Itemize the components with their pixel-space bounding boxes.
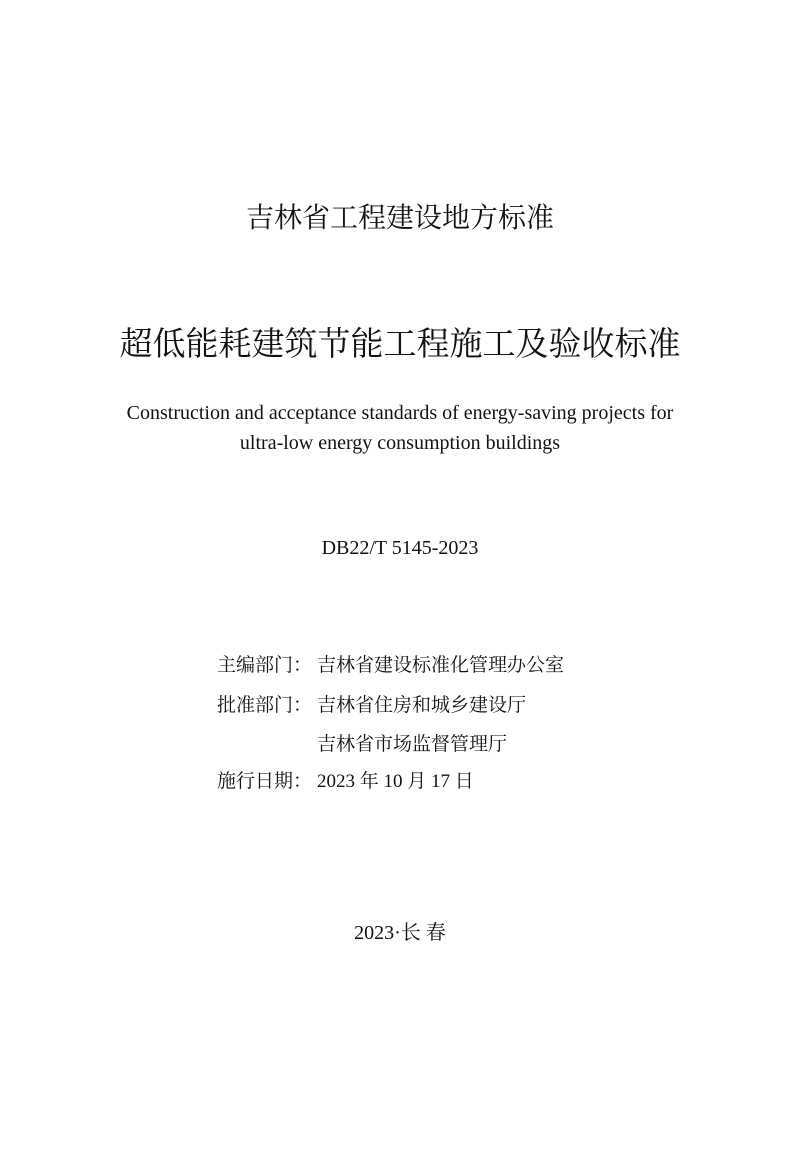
info-value: 吉林省建设标准化管理办公室 <box>317 655 565 676</box>
info-value: 吉林省市场监督管理厅 <box>317 734 508 755</box>
standard-code: DB22/T 5145-2023 <box>321 537 479 559</box>
document-title-en-line2: ultra-low energy consumption buildings <box>239 432 561 454</box>
info-label: 施行日期： <box>217 771 313 792</box>
info-label: 主编部门： <box>217 655 313 676</box>
info-row-editor <box>217 650 564 677</box>
info-row-approver <box>217 690 526 717</box>
info-value: 2023 年 10 月 17 日 <box>317 771 474 792</box>
info-row-effective-date <box>217 766 474 793</box>
info-value: 吉林省住房和城乡建设厅 <box>317 695 527 716</box>
info-label: 批准部门： <box>217 695 313 716</box>
series-title: 吉林省工程建设地方标准 <box>245 201 554 234</box>
place-year: 2023·长 春 <box>354 922 446 944</box>
document-title-en-line1: Construction and acceptance standards of energy-saving projects for <box>126 402 674 424</box>
document-title-cn: 超低能耗建筑节能工程施工及验收标准 <box>119 324 681 363</box>
info-row-approver-2 <box>217 729 507 756</box>
